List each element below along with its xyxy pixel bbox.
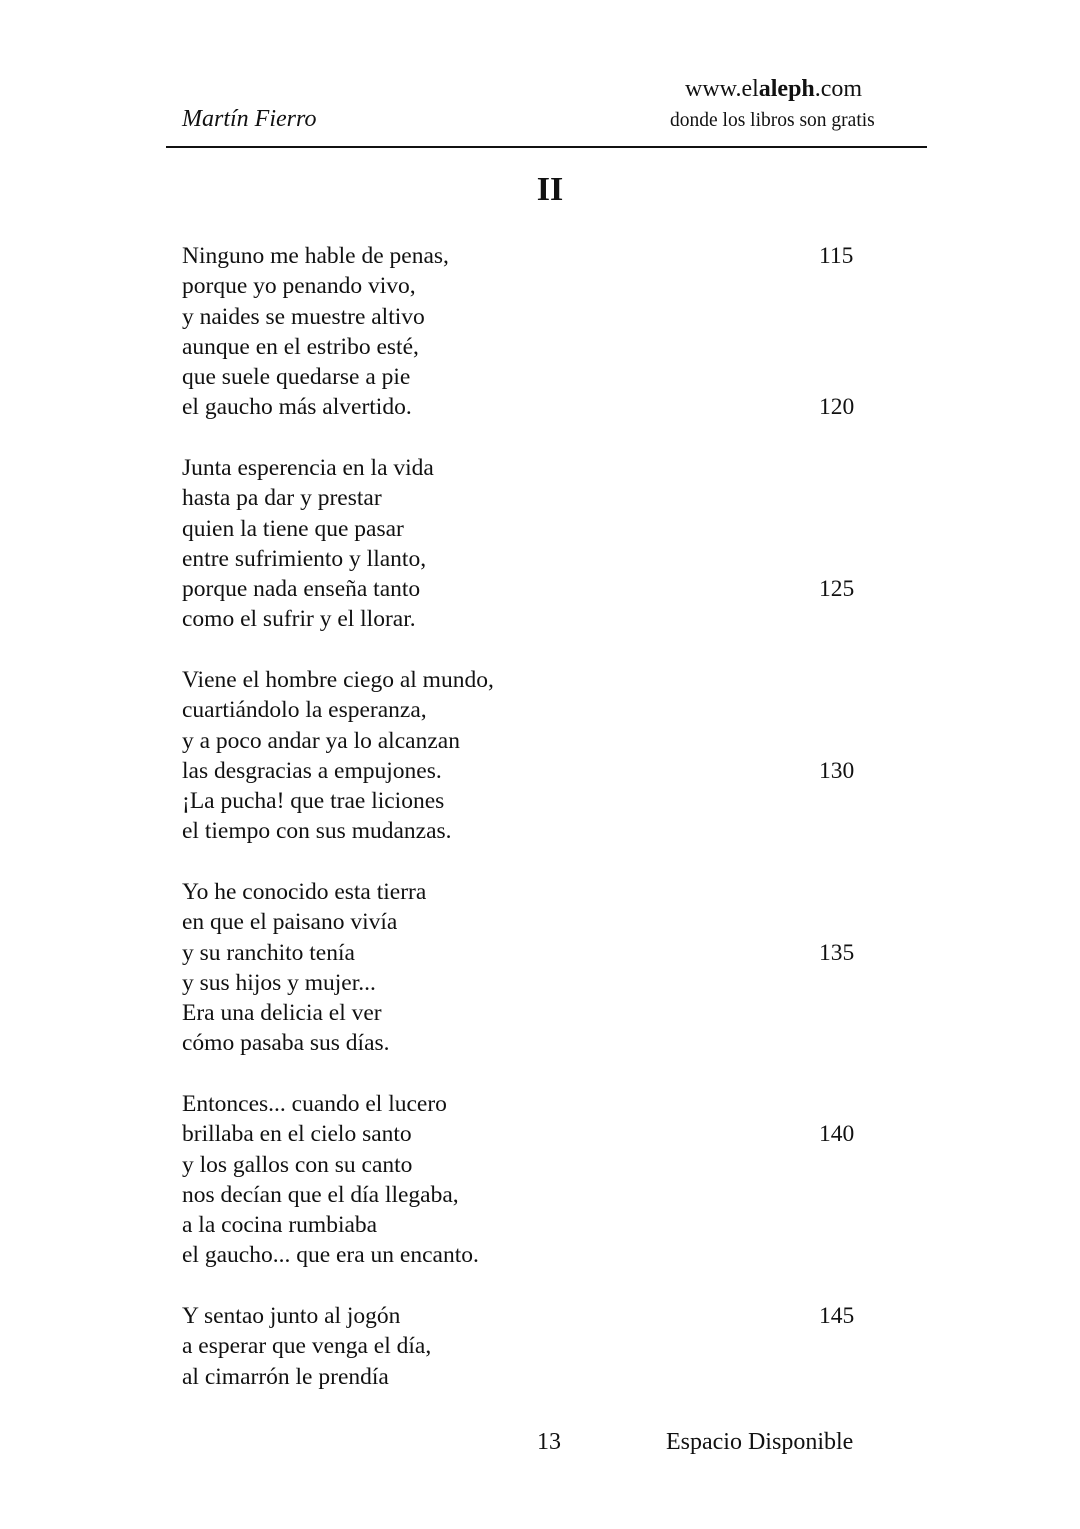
verse-text: nos decían que el día llegaba,: [182, 1181, 459, 1208]
page-number: 13: [537, 1429, 561, 1455]
verse-text: Entonces... cuando el lucero: [182, 1091, 447, 1117]
line-number: 120: [819, 394, 855, 421]
site-tagline: donde los libros son gratis: [670, 110, 875, 131]
verse-line: [182, 1210, 882, 1240]
verse-line: [182, 1180, 882, 1210]
verse-text: y sus hijos y mujer...: [182, 969, 376, 996]
verse-text: y a poco andar ya lo alcanzan: [182, 727, 460, 754]
stanza: [182, 665, 882, 847]
stanza: [182, 241, 882, 423]
verse-line: [182, 1028, 882, 1058]
book-title: Martín Fierro: [182, 106, 317, 132]
verse-line: [182, 483, 882, 513]
line-number: 135: [819, 939, 855, 966]
line-number: 115: [819, 243, 854, 269]
verse-text: en que el paisano vivía: [182, 909, 398, 936]
verse-text: que suele quedarse a pie: [182, 364, 411, 391]
verse-line: [182, 544, 882, 574]
verse-text: porque yo penando vivo,: [182, 273, 416, 300]
verse-line: [182, 241, 882, 271]
verse-text: Y sentao junto al jogón: [182, 1303, 401, 1329]
verse-line: [182, 392, 882, 422]
verse-text: Yo he conocido esta tierra: [182, 879, 427, 905]
chapter-heading: II: [536, 171, 564, 208]
verse-line: [182, 695, 882, 725]
verse-text: como el sufrir y el llorar.: [182, 606, 416, 633]
stanza: [182, 453, 882, 635]
line-number: 145: [819, 1303, 855, 1329]
verse-line: [182, 574, 882, 604]
verse-line: [182, 938, 882, 968]
line-number: 140: [819, 1121, 855, 1148]
verse-text: las desgracias a empujones.: [182, 757, 442, 784]
verse-text: Ninguno me hable de penas,: [182, 243, 449, 269]
site-url-bold: aleph: [758, 76, 815, 102]
verse-text: el tiempo con sus mudanzas.: [182, 818, 452, 845]
verse-line: [182, 968, 882, 998]
verse-line: [182, 332, 882, 362]
line-number: 125: [819, 576, 855, 603]
verse-line: [182, 302, 882, 332]
verse-line: [182, 816, 882, 846]
site-url-prefix: www.el: [685, 76, 759, 102]
verse-line: [182, 786, 882, 816]
verse-line: [182, 604, 882, 634]
verse-line: [182, 726, 882, 756]
verse-line: [182, 998, 882, 1028]
verse-text: y los gallos con su canto: [182, 1151, 413, 1178]
verse-line: [182, 756, 882, 786]
verse-text: quien la tiene que pasar: [182, 515, 404, 542]
verse-line: [182, 665, 882, 695]
line-number: 130: [819, 757, 855, 784]
verse-text: Junta esperencia en la vida: [182, 455, 434, 481]
verse-text: ¡La pucha! que trae liciones: [182, 788, 445, 815]
stanza: [182, 1089, 882, 1271]
verse-text: hasta pa dar y prestar: [182, 485, 382, 512]
verse-line: [182, 514, 882, 544]
verse-line: [182, 1331, 882, 1361]
header-divider: [166, 146, 927, 148]
verse-line: [182, 1301, 882, 1331]
site-url[interactable]: [685, 74, 862, 104]
verse-text: a esperar que venga el día,: [182, 1333, 432, 1360]
verse-line: [182, 1150, 882, 1180]
verse-line: [182, 1119, 882, 1149]
footer-note: Espacio Disponible: [666, 1429, 854, 1455]
verse-line: [182, 453, 882, 483]
verse-text: aunque en el estribo esté,: [182, 333, 419, 360]
verse-text: cómo pasaba sus días.: [182, 1030, 390, 1057]
verse-text: brillaba en el cielo santo: [182, 1121, 412, 1148]
verse-line: [182, 1089, 882, 1119]
verse-line: [182, 877, 882, 907]
verse-line: [182, 1362, 882, 1392]
verse-text: el gaucho más alvertido.: [182, 394, 412, 421]
verse-text: y naides se muestre altivo: [182, 303, 425, 330]
verse-text: a la cocina rumbiaba: [182, 1212, 378, 1239]
verse-text: el gaucho... que era un encanto.: [182, 1242, 479, 1269]
site-url-suffix: .com: [814, 76, 863, 102]
verse-text: porque nada enseña tanto: [182, 576, 421, 603]
verse-line: [182, 271, 882, 301]
stanza: [182, 1301, 882, 1392]
verse-line: [182, 362, 882, 392]
verse-text: Viene el hombre ciego al mundo,: [182, 667, 494, 693]
verse-text: cuartiándolo la esperanza,: [182, 697, 427, 724]
stanza: [182, 877, 882, 1059]
verse-text: entre sufrimiento y llanto,: [182, 545, 427, 572]
verse-text: Era una delicia el ver: [182, 1000, 382, 1027]
verse-line: [182, 1240, 882, 1270]
verse-text: al cimarrón le prendía: [182, 1363, 389, 1390]
verse-line: [182, 907, 882, 937]
verse-text: y su ranchito tenía: [182, 939, 355, 966]
